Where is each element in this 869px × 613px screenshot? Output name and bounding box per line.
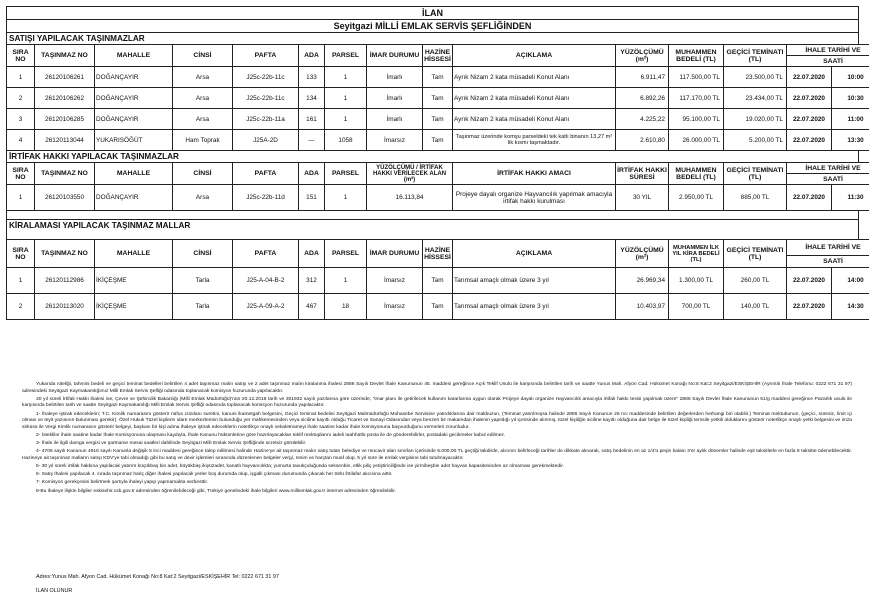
note-paragraph: 7- Komisyon gerekçesini belirtmek şartıyla ihaleyi yapıp yapmamakta serbesttir. <box>36 480 209 486</box>
cell-sure: 30 YIL <box>616 185 669 211</box>
cell-parsel: 1 <box>325 109 367 130</box>
col-pafta: PAFTA <box>233 240 299 268</box>
col-imar: İMAR DURUMU <box>367 45 423 67</box>
footer-address: Adres:Yunus Mah. Afyon Cad. Hükümet Konağı No:8 Kat:2 Seyitgazi/ESKİŞEHİR Tel: 0222 671 31 97 <box>36 574 279 580</box>
table-row <box>7 294 869 320</box>
col-mahalle: MAHALLE <box>95 45 173 67</box>
cell-tarih: 22.07.2020 <box>787 294 832 320</box>
cell-ada: 133 <box>299 67 325 88</box>
col-teminat: GEÇİCİ TEMİNATI (TL) <box>724 240 787 268</box>
kira-section-title: KİRALAMASI YAPILACAK TAŞINMAZ MALLAR <box>6 219 859 231</box>
cell-hazine: Tam <box>423 294 453 320</box>
cell-parsel: 1 <box>325 88 367 109</box>
cell-cinsi: Arsa <box>173 88 233 109</box>
col-cinsi: CİNSİ <box>173 240 233 268</box>
col-pafta: PAFTA <box>233 163 299 185</box>
col-parsel: PARSEL <box>325 240 367 268</box>
cell-pafta: J25c-22b-11a <box>233 109 299 130</box>
cell-imar: İmarlı <box>367 109 423 130</box>
col-cinsi: CİNSİ <box>173 45 233 67</box>
cell-teminat: 260,00 TL <box>724 268 787 294</box>
cell-aciklama: Taşınmaz üzerinde komşu parseldeki tek katlı binanın 13,27 m² lik kısmı taşmaktadır. <box>453 130 616 151</box>
col-imar: İMAR DURUMU <box>367 240 423 268</box>
cell-saat: 10:30 <box>832 88 869 109</box>
cell-mahalle: DOĞANÇAYIR <box>95 88 173 109</box>
col-ihale: İHALE TARİHİ VE <box>787 163 869 174</box>
cell-mahalle: DOĞANÇAYIR <box>95 67 173 88</box>
col-yuzolcumu: YÜZÖLÇÜMÜ (m²) <box>616 45 669 67</box>
cell-bedel: 117.500,00 TL <box>669 67 724 88</box>
col-sira: SIRA NO <box>7 240 35 268</box>
cell-hazine: Tam <box>423 130 453 151</box>
cell-pafta: J25c-22b-11c <box>233 88 299 109</box>
cell-saat: 10:00 <box>832 67 869 88</box>
cell-hazine: Tam <box>423 109 453 130</box>
cell-cinsi: Ham Toprak <box>173 130 233 151</box>
col-bedel: MUHAMMEN BEDELİ (TL) <box>669 45 724 67</box>
cell-imar: İmarsız <box>367 130 423 151</box>
cell-tasinmaz: 26120113044 <box>35 130 95 151</box>
col-hazine: HAZİNE HİSSESİ <box>423 240 453 268</box>
col-ihale: İHALE TARİHİ VE <box>787 240 869 256</box>
col-sira: SIRA NO <box>7 163 35 185</box>
cell-no: 4 <box>7 130 35 151</box>
cell-ada: 467 <box>299 294 325 320</box>
note-paragraph: 8-Bu ihaleye ilişkin bilgiler eskisehir.csb.gov.tr adresinden öğrenilebileceği gibi, Türkiye genelindeki ihale bilgileri www.milliemlak.gov.tr internet adresinden öğrenilebilir. <box>36 488 396 494</box>
footer-closing: İLAN OLUNUR <box>36 588 73 594</box>
cell-parsel: 1 <box>325 67 367 88</box>
cell-no: 2 <box>7 294 35 320</box>
col-sira: SIRA NO <box>7 45 35 67</box>
cell-tasinmaz: 26120106262 <box>35 88 95 109</box>
cell-ada: 134 <box>299 88 325 109</box>
table-row <box>7 268 869 294</box>
kira-table <box>6 239 869 320</box>
cell-parsel: 1 <box>325 268 367 294</box>
cell-hazine: Tam <box>423 67 453 88</box>
irtifak-table <box>6 162 869 211</box>
footer <box>36 570 279 598</box>
cell-bedel: 117.170,00 TL <box>669 88 724 109</box>
cell-teminat: 5.200,00 TL <box>724 130 787 151</box>
cell-yuzolcumu: 26.969,34 <box>616 268 669 294</box>
cell-pafta: J25c-22b-11d <box>233 185 299 211</box>
cell-imar: İmarlı <box>367 67 423 88</box>
col-amac: İRTİFAK HAKKI AMACI <box>453 163 616 185</box>
cell-aciklama: Tarımsal amaçlı olmak üzere 3 yıl <box>453 294 616 320</box>
cell-tasinmaz: 26120112986 <box>35 268 95 294</box>
cell-amac: Projeye dayalı organize Hayvancılık yapılmak amacıyla irtifak hakkı kurulması <box>453 185 616 211</box>
cell-yuzolcumu: 6.892,26 <box>616 88 669 109</box>
col-teminat: GEÇİCİ TEMİNATI (TL) <box>724 45 787 67</box>
col-bedel: MUHAMMEN BEDELİ (TL) <box>669 163 724 185</box>
cell-mahalle: DOĞANÇAYIR <box>95 109 173 130</box>
page-subtitle: Seyitgazi MİLLİ EMLAK SERVİS ŞEFLİĞİNDEN <box>6 20 859 33</box>
cell-ada: 151 <box>299 185 325 211</box>
col-teminat: GEÇİCİ TEMİNATI (TL) <box>724 163 787 185</box>
col-mahalle: MAHALLE <box>95 163 173 185</box>
col-bedel: MUHAMMEN İLK YIL KİRA BEDELİ (TL) <box>669 240 724 268</box>
table-row <box>7 88 869 109</box>
cell-cinsi: Tarla <box>173 268 233 294</box>
section-gap <box>6 211 859 219</box>
cell-hazine: Tam <box>423 268 453 294</box>
note-paragraph: Yukarıda niteliği, tahmini bedeli ve geçici teminat bedelleri belirtilen 4 adet taşınmaz malın satışı ve 2 adet taşınmaz malın kiralanma ihalesi 2886 Sayılı Devlet İhale Kanununun 45. maddesi gereğince Açık Teklif Usulü ile karşısında belirtilen tarih ve saatte Yunus Mah. Afyon Cad. Hükümet Konağı No:8 Kat:2 Seyitgazi/ESKİŞEHİR (Ayrıntılı İhale Telefonu: 0222 671 31 97) adresindeki Seyitgazi Kaymakamlığımız Milli Emlak Servis Şefliği odasında toplanacak komisyon huzurunda yapılacaktır. <box>22 382 852 394</box>
cell-parsel: 1058 <box>325 130 367 151</box>
cell-teminat: 19.020,00 TL <box>724 109 787 130</box>
cell-no: 3 <box>7 109 35 130</box>
cell-ada: 161 <box>299 109 325 130</box>
col-ihale: İHALE TARİHİ VE <box>787 45 869 56</box>
cell-teminat: 23.434,00 TL <box>724 88 787 109</box>
section-gap <box>6 231 859 239</box>
cell-yuzolcumu: 10.403,97 <box>616 294 669 320</box>
col-tasinmaz: TAŞINMAZ NO <box>35 163 95 185</box>
cell-no: 1 <box>7 185 35 211</box>
col-aciklama: AÇIKLAMA <box>453 45 616 67</box>
col-ada: ADA <box>299 163 325 185</box>
cell-yuzolcumu: 4.225,22 <box>616 109 669 130</box>
cell-aciklama: Tarımsal amaçlı olmak üzere 3 yıl <box>453 268 616 294</box>
col-ada: ADA <box>299 240 325 268</box>
table-row <box>7 109 869 130</box>
cell-pafta: J25c-22b-11c <box>233 67 299 88</box>
cell-imar: İmarlı <box>367 88 423 109</box>
cell-mahalle: YUKARISÖĞÜT <box>95 130 173 151</box>
cell-no: 1 <box>7 67 35 88</box>
note-paragraph: 6- Satış İhalesi yapılacak 4. sırada taşınmaz hariç diğer ihalesi yapılacak yerler boş durumda olup, işgalli çıkması durumunda çıkacak her türlü ihtilafar alıcısına aittir. <box>36 472 393 478</box>
cell-saat: 11:00 <box>832 109 869 130</box>
cell-aciklama: Ayrık Nizam 2 kata müsadeli Konut Alanı <box>453 67 616 88</box>
cell-tarih: 22.07.2020 <box>787 67 832 88</box>
terms-notes <box>22 382 852 497</box>
col-parsel: PARSEL <box>325 163 367 185</box>
cell-tarih: 22.07.2020 <box>787 109 832 130</box>
cell-pafta: J25-A-09-A-2 <box>233 294 299 320</box>
cell-ada: — <box>299 130 325 151</box>
sale-section-title: SATIŞI YAPILACAK TAŞINMAZLAR <box>6 33 859 44</box>
announcement-page <box>6 6 864 320</box>
note-paragraph: 30 yıl süreli İrtifak Hakkı ihalesi ise, Çevre ve Şehircilik Bakanlığı (Milli Emlak Müdürlüğü)'nün 20.12.2018 tarih ve 301932 sayılı yazılarına göre üzerinde; "imar planı ile getirilecek kullanım kararlarına uygun olarak Projeye dayalı organize Hayvancılık amacıyla irtifak hakkı tesisi yapılmak üzere" 2886 Sayılı Devlet İhale Kanununun 51/g maddesi gereğince Pazarlık usulü ile karşısında belirtilen tarih ve saatte Seyitgazi Kaymakamlığı Milli Emlak Servis Şefliği odasında toplanacak komisyon huzurunda yapılacaktır. <box>22 396 852 409</box>
cell-yuzolcumu: 6.911,47 <box>616 67 669 88</box>
cell-aciklama: Ayrık Nizam 2 kata müsadeli Konut Alanı <box>453 88 616 109</box>
note-paragraph: 4- 4706 sayılı Kanunun 4916 sayılı Kanunla değişik 5 inci maddesi gereğince talep edilmesi halinde Hazine'ye ait taşınmaz malın satış tutarı belediye ve mücavir alan sınırları içerisinde 5.000,00 TL geçtiği takdirde, alıcının belirleceği tarihler de dikkate alınarak, satış bedelinin en az 1/4'ü peşin kalanı 3'er aylık dönemler halinde eşit taksitlerle en fazla 8 taksitte ödenebilecektir. Hazineye ait taşınmaz malların satışı KDV'ye tabi olmadığı gibi bu satış ve devir işlemleri sırasında düzenlenen belgeler vergi, resim ve harçtan muaf olup, 5 yıl süre ile emlak vergisine tabi tutulmayacaktır. <box>22 449 852 461</box>
note-paragraph: 1- İhaleye iştirak edeceklerin; T.C. Kimlik numarasını gösterir nüfus cüzdanı suretini, kanuni ikametgah belgesini, Geçici teminat bedelini Seyitgazi Malmüdürlüğü Muhasebe Servisine yatırdıklarına dair makbuzun, (Teminat yatırılmışsa halinde 2886 Sayılı Kanunun 26 ncı maddesinde belirtilen değerlerden herhangi biri olabilir.) Teminat mektubunun, (geçici, süresiz, limit içi olması ve teyit yazısının bulunması gerekir). Özel Hukuk Tüzel kişilerin idare merkezlerinin bulunduğu yer mahkemesinden veya siciline kayıtlı olduğu Ticaret ve Sanayi Odasından veya benzeri bir makamdan ihalenin yapıldığı yıl içerisinde alınmış, tüzel kişiliğin siciline kayıtlı olduğuna dair belge ile tüzel kişiliği temsile yetkili olduklarını gösterir noterlikçe onaylı yetki belgesini ve imza sirküsü ile Vergi Kimlik numarasını gösterir belgeyi, başkası bir kişi adına ihaleye iştirak edeceklerin noterlikçe onaylı vekaletnameyi ihale saatine kadar ihale komisyonuna başvurduğunu vermeleri zorunludur. <box>22 411 852 430</box>
col-saati: SAATİ <box>787 56 869 67</box>
cell-ada: 312 <box>299 268 325 294</box>
col-cinsi: CİNSİ <box>173 163 233 185</box>
cell-bedel: 1.300,00 TL <box>669 268 724 294</box>
cell-tarih: 22.07.2020 <box>787 268 832 294</box>
cell-imar: İmarsız <box>367 294 423 320</box>
cell-tasinmaz: 26120106261 <box>35 67 95 88</box>
cell-no: 2 <box>7 88 35 109</box>
cell-mahalle: İKİÇEŞME <box>95 294 173 320</box>
note-paragraph: 5- 30 yıl süreli irtifak hakkına yapılacak yatırım küçükbaş bin adet, büyükbaş ikiyüzadet, kanatlı hayvancılıkta; yumurta tavukçuluğunda seksenbin, etlik piliç yetiştiriciliğinde ise yirmibeşbin adet hayvan kapasitesinden az olmaması gerekmektedir. <box>36 464 564 470</box>
col-aciklama: AÇIKLAMA <box>453 240 616 268</box>
cell-cinsi: Arsa <box>173 67 233 88</box>
cell-cinsi: Arsa <box>173 185 233 211</box>
cell-alan: 16.113,84 <box>367 185 453 211</box>
cell-teminat: 885,00 TL <box>724 185 787 211</box>
cell-teminat: 140,00 TL <box>724 294 787 320</box>
cell-imar: İmarsız <box>367 268 423 294</box>
cell-bedel: 95.100,00 TL <box>669 109 724 130</box>
cell-tarih: 22.07.2020 <box>787 130 832 151</box>
cell-pafta: J25A-2D <box>233 130 299 151</box>
cell-tarih: 22.07.2020 <box>787 185 832 211</box>
cell-yuzolcumu: 2.610,80 <box>616 130 669 151</box>
col-hazine: HAZİNE HİSSESİ <box>423 45 453 67</box>
cell-saat: 14:00 <box>832 268 869 294</box>
cell-saat: 14:30 <box>832 294 869 320</box>
col-saati: SAATİ <box>787 256 869 268</box>
cell-saat: 11:30 <box>832 185 869 211</box>
col-yuzolcumu: YÜZÖLÇÜMÜ (m²) <box>616 240 669 268</box>
cell-tasinmaz: 26120113020 <box>35 294 95 320</box>
cell-teminat: 23.500,00 TL <box>724 67 787 88</box>
cell-parsel: 18 <box>325 294 367 320</box>
col-parsel: PARSEL <box>325 45 367 67</box>
col-ada: ADA <box>299 45 325 67</box>
table-row <box>7 67 869 88</box>
note-paragraph: 3- İhale ile ilgili damga vergisi ve şartname mesai saatleri dahilinde Seyitgazi Milli Emlak Servis Şefliğinde ücretsiz görülebilir. <box>36 441 307 447</box>
irtifak-section-title: İRTİFAK HAKKI YAPILACAK TAŞINMAZLAR <box>6 151 859 162</box>
cell-aciklama: Ayrık Nizam 2 kata müsadeli Konut Alanı <box>453 109 616 130</box>
cell-cinsi: Tarla <box>173 294 233 320</box>
cell-bedel: 700,00 TL <box>669 294 724 320</box>
cell-tarih: 22.07.2020 <box>787 88 832 109</box>
cell-tasinmaz: 26120106285 <box>35 109 95 130</box>
sale-table <box>6 44 869 151</box>
cell-cinsi: Arsa <box>173 109 233 130</box>
col-pafta: PAFTA <box>233 45 299 67</box>
cell-mahalle: İKİÇEŞME <box>95 268 173 294</box>
cell-parsel: 1 <box>325 185 367 211</box>
table-row <box>7 185 869 211</box>
col-saati: SAATİ <box>787 174 869 185</box>
cell-pafta: J25-A-04-B-2 <box>233 268 299 294</box>
cell-bedel: 2.950,00 TL <box>669 185 724 211</box>
col-mahalle: MAHALLE <box>95 240 173 268</box>
note-paragraph: 2- İsteklilər ihale saatine kadar İhale Komisyonuna ulaşması kaydıyla, İhale Kanunu hükümlerine göre hazırlayacakları teklif mektuplarını iadeli taahhütlü posta ile de gönderebilirler, postadaki gecikmeler kabul edilmez. <box>36 432 506 438</box>
col-tasinmaz: TAŞINMAZ NO <box>35 45 95 67</box>
cell-bedel: 26.000,00 TL <box>669 130 724 151</box>
page-title: İLAN <box>6 6 859 20</box>
col-sure: İRTİFAK HAKKI SÜRESİ <box>616 163 669 185</box>
table-row <box>7 130 869 151</box>
cell-no: 1 <box>7 268 35 294</box>
cell-hazine: Tam <box>423 88 453 109</box>
cell-saat: 13:30 <box>832 130 869 151</box>
col-tasinmaz: TAŞINMAZ NO <box>35 240 95 268</box>
cell-tasinmaz: 26120103550 <box>35 185 95 211</box>
cell-mahalle: DOĞANÇAYIR <box>95 185 173 211</box>
col-alan: YÜZÖLÇÜMÜ / İRTİFAK HAKKI VERİLECEK ALAN (m²) <box>367 163 453 185</box>
